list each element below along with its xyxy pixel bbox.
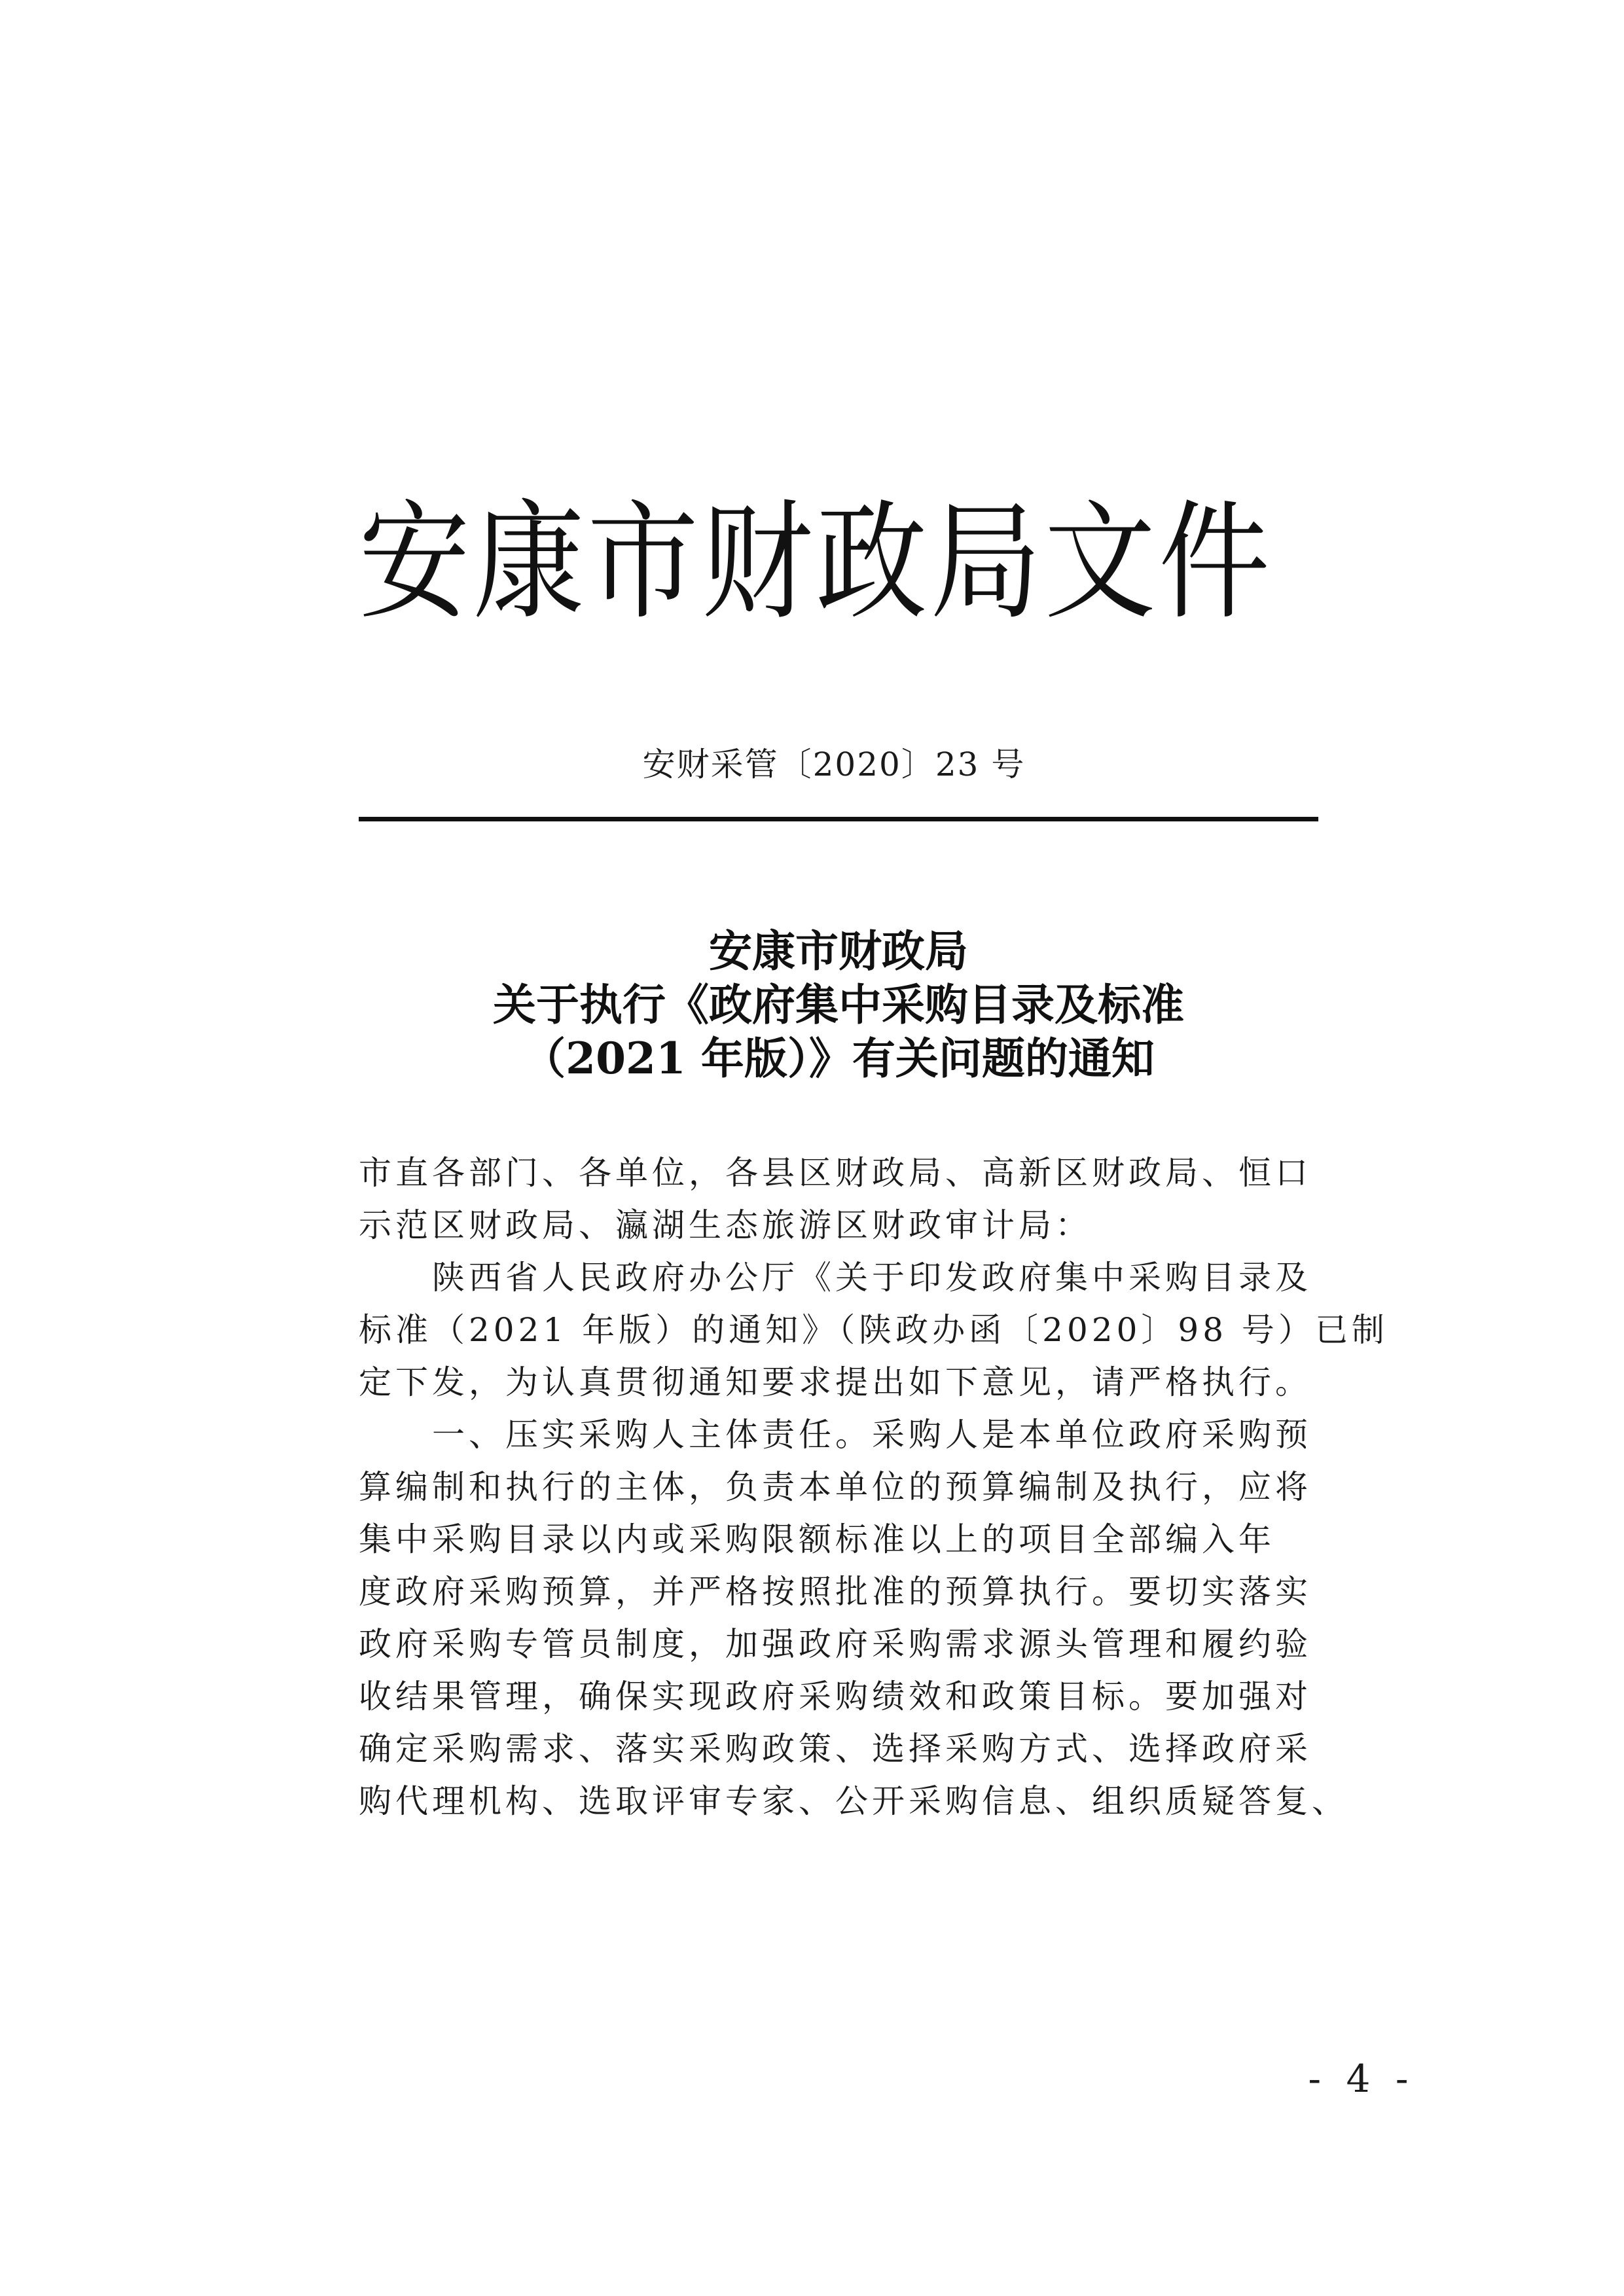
body-line: 收结果管理，确保实现政府采购绩效和政策目标。要加强对 bbox=[359, 1677, 1312, 1715]
body-line: 算编制和执行的主体，负责本单位的预算编制及执行，应将 bbox=[359, 1468, 1312, 1506]
header-char: 康 bbox=[473, 488, 585, 637]
header-char: 财 bbox=[701, 488, 813, 637]
header-char: 安 bbox=[359, 488, 471, 637]
body-line: 示范区财政局、瀛湖生态旅游区财政审计局： bbox=[359, 1206, 1092, 1244]
document-body bbox=[359, 1147, 1388, 1827]
document-number: 安财采管〔2020〕23 号 bbox=[642, 745, 1026, 783]
body-line: 一、压实采购人主体责任。采购人是本单位政府采购预 bbox=[359, 1416, 1312, 1454]
body-line: 市直各部门、各单位，各县区财政局、高新区财政局、恒口 bbox=[359, 1154, 1312, 1192]
body-line: 度政府采购预算，并严格按照批准的预算执行。要切实落实 bbox=[359, 1573, 1312, 1611]
document-header bbox=[359, 488, 1270, 637]
body-line: 确定采购需求、落实采购政策、选择采购方式、选择政府采 bbox=[359, 1730, 1312, 1768]
body-line: 陕西省人民政府办公厅《关于印发政府集中采购目录及 bbox=[359, 1259, 1312, 1297]
body-line: 标准（2021 年版）的通知》（陕政办函〔2020〕98 号）已制 bbox=[359, 1311, 1388, 1349]
page-number: - 4 - bbox=[1308, 2056, 1415, 2101]
header-char: 政 bbox=[816, 488, 928, 637]
body-line: 购代理机构、选取评审专家、公开采购信息、组织质疑答复、 bbox=[359, 1782, 1348, 1820]
title-line: 关于执行《政府集中采购目录及标准 bbox=[493, 979, 1184, 1030]
title-line: 安康市财政局 bbox=[709, 925, 968, 977]
title-line: （2021 年版）》有关问题的通知 bbox=[522, 1033, 1155, 1084]
header-char: 文 bbox=[1044, 488, 1156, 637]
body-line: 定下发，为认真贯彻通知要求提出如下意见，请严格执行。 bbox=[359, 1363, 1312, 1401]
body-line: 政府采购专管员制度，加强政府采购需求源头管理和履约验 bbox=[359, 1625, 1312, 1663]
header-char: 件 bbox=[1158, 488, 1270, 637]
header-divider bbox=[359, 817, 1318, 821]
document-title bbox=[359, 924, 1318, 1085]
header-char: 市 bbox=[587, 488, 699, 637]
body-line: 集中采购目录以内或采购限额标准以上的项目全部编入年 bbox=[359, 1520, 1275, 1558]
header-char: 局 bbox=[929, 488, 1041, 637]
